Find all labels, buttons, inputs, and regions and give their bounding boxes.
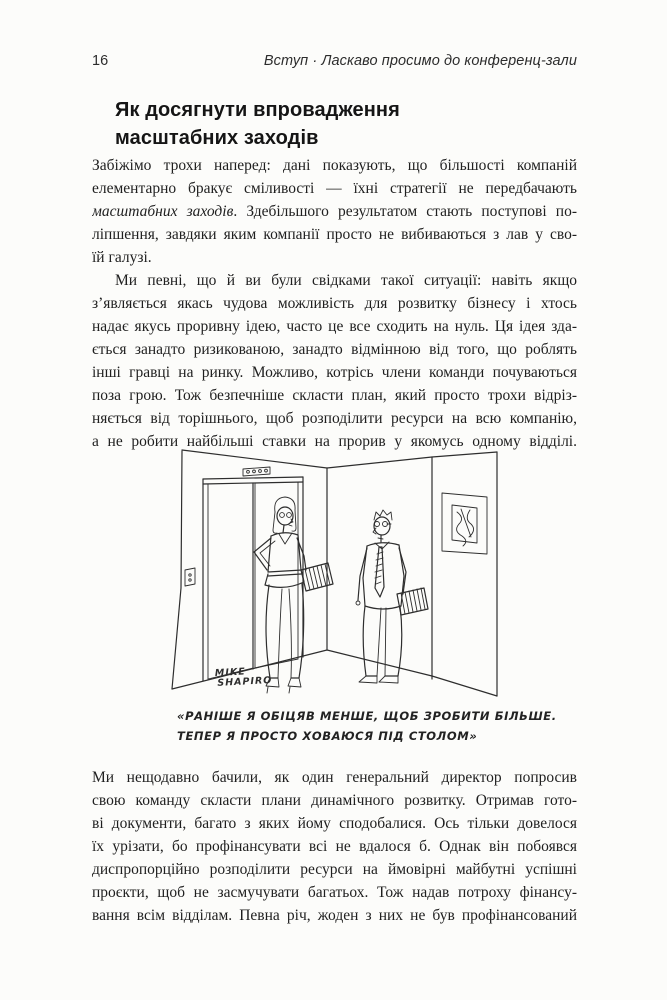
text-line: їх урізати, бо профінансувати всі не вдалося б. Однак він побоявся: [92, 838, 577, 855]
page-header: [92, 53, 577, 69]
woman-figure: [254, 497, 333, 693]
text-line: з’являється якась чудова можливість для розвитку бізнесу і хтось: [92, 295, 577, 312]
paragraph: [92, 154, 577, 269]
text-line: їй галузі.: [92, 249, 152, 266]
text-line: диспропорційно розподілити ресурси на ймовірні майбутні успішні: [92, 861, 577, 878]
text-line: елементарно бракує сміливості — їхні стратегії не передбачають: [92, 180, 577, 197]
elevator-call-button: [185, 568, 195, 586]
paragraph: [92, 269, 577, 453]
text-line: інші гравці на ринку. Можливо, котрісь члени команди почуваються: [92, 364, 577, 381]
artist-signature: [215, 665, 273, 689]
text-line: поза грою. Тож безпечніше скласти план, який просто трохи відріз-: [92, 387, 577, 404]
text-line: Забіжімо трохи наперед: дані показують, що більшості компаній: [92, 157, 577, 174]
cartoon-caption: [177, 707, 577, 746]
running-head: Вступ · Ласкаво просимо до конференц-зали: [263, 53, 577, 69]
elevator-indicator-panel: [243, 467, 270, 476]
wall-picture: [442, 493, 487, 554]
signature-line: MIKE: [214, 666, 246, 679]
text-line: свою команду скласти плани динамічного розвитку. Отримав гото-: [92, 792, 577, 809]
text-line: Як досягнути впровадження: [115, 99, 400, 121]
text-line: ється занадто ризикованою, занадто відмінною від того, що роблять: [92, 341, 577, 358]
text-line: надає якусь проривну ідею, часто це все сходить на нуль. Ця ідея зда-: [92, 318, 577, 335]
signature-line: SHAPIRO: [217, 675, 273, 689]
text-line: ТЕПЕР Я ПРОСТО ХОВАЮСЯ ПІД СТОЛОМ»: [177, 728, 478, 743]
text-line: масштабних заходів. Здебільшого результатом стають поступові по-: [92, 203, 577, 220]
cartoon-illustration: [165, 448, 512, 700]
chapter-heading: [115, 96, 400, 152]
text-line: масштабних заходів: [115, 127, 319, 149]
man-figure: [356, 510, 428, 683]
text-line: няється від торішнього, щоб розподілити ресурси на всю компанію,: [92, 410, 577, 427]
room-walls: [172, 450, 497, 696]
page-number: 16: [92, 53, 109, 69]
text-line: проєкти, щоб не засмучувати багатьох. Тож надав потроху фінансу-: [92, 884, 577, 901]
text-line: ліпшення, завдяки яким компанії просто не вибиваються з лав у сво-: [92, 226, 577, 243]
cartoon-drawing: [165, 448, 512, 700]
text-line: вання всім відділам. Певна річ, жоден з них не був профінансований: [92, 907, 577, 924]
text-line: «РАНІШЕ Я ОБІЦЯВ МЕНШЕ, ЩОБ ЗРОБИТИ БІЛЬШЕ.: [177, 709, 557, 723]
text-line: Ми певні, що й ви були свідками такої ситуації: навіть якщо: [115, 272, 577, 289]
paragraph: [92, 766, 577, 927]
text-line: а не робити найбільші ставки на прорив у якомусь одному відділі.: [92, 433, 577, 450]
text-line: ві документи, багато з яких йому сподобалися. Ось тільки довелося: [92, 815, 577, 832]
text-line: Ми нещодавно бачили, як один генеральний директор попросив: [92, 769, 577, 786]
